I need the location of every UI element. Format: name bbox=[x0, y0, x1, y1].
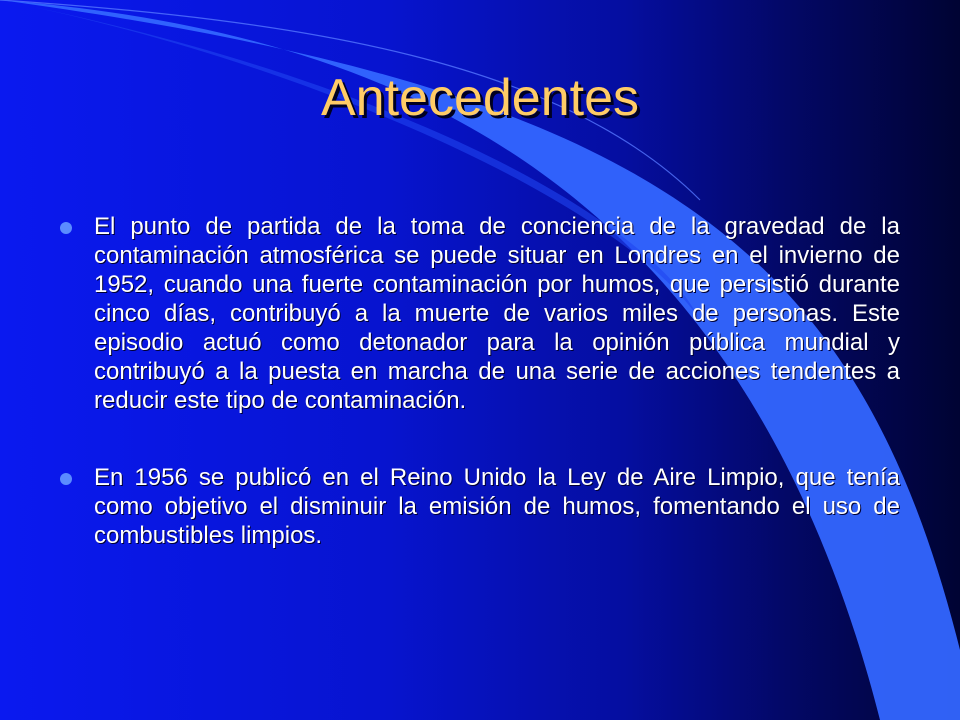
slide-title: Antecedentes bbox=[320, 69, 640, 127]
bullet-dot-icon bbox=[60, 473, 72, 485]
bullet-text: El punto de partida de la toma de conciencia de la gravedad de la contaminación atmosférica se puede situar en Londres en el invierno de 1952, cuando una fuerte contaminación por humos, que persistió durante cinco días, contribuyó a la muerte de varios miles de personas. Este episodio actuó como detonador para la opinión pública mundial y contribuyó a la puesta en marcha de una serie de acciones tendentes a reducir este tipo de contaminación. bbox=[94, 213, 900, 414]
bullet-list bbox=[60, 212, 900, 550]
bullet-dot-icon bbox=[60, 222, 72, 234]
bullet-item bbox=[60, 212, 900, 415]
bullet-text: En 1956 se publicó en el Reino Unido la Ley de Aire Limpio, que tenía como objetivo el disminuir la emisión de humos, fomentando el uso de combustibles limpios. bbox=[94, 464, 900, 549]
bullet-item bbox=[60, 463, 900, 550]
